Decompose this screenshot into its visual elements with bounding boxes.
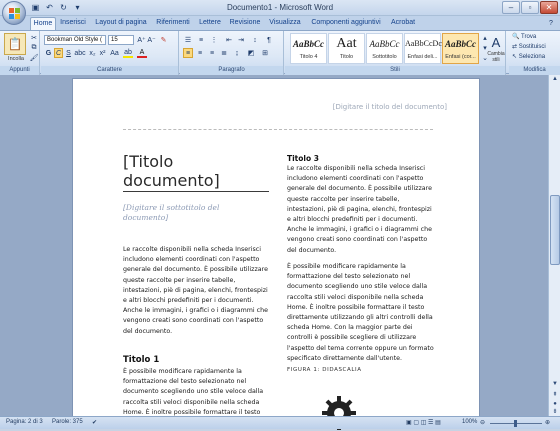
- font-size-field[interactable]: 15: [108, 35, 134, 45]
- status-bar: [0, 416, 560, 429]
- customize-qat-icon[interactable]: ▾: [75, 3, 80, 12]
- right-body-paragraph[interactable]: Le raccolte disponibili nella scheda Inserisci includono elementi coordinati con l'aspetto generale del documento. È possibile utilizzare queste raccolte per inserire tabelle, intestazioni, piè di pagina, elenchi, frontespizi e altri blocchi predefiniti per i documenti. Anche le immagini, i grafici o i diagrammi che vengono creati sono coordinati con l'aspetto del documento.: [287, 165, 432, 254]
- cut-icon[interactable]: ✂: [31, 35, 37, 42]
- heading-3[interactable]: Titolo 3: [287, 154, 319, 163]
- tab-mailings[interactable]: Lettere: [199, 19, 221, 26]
- increase-indent-icon[interactable]: ⇥: [238, 37, 244, 44]
- decrease-indent-icon[interactable]: ⇤: [226, 37, 232, 44]
- title-bar: [0, 0, 560, 16]
- document-subtitle[interactable]: [Digitare il sottotitolo del documento]: [123, 203, 220, 222]
- copy-icon[interactable]: ⧉: [31, 44, 37, 51]
- paste-label: Incolla: [8, 56, 24, 62]
- line-spacing-icon[interactable]: ↨: [235, 49, 239, 57]
- header-title-placeholder[interactable]: [Digitare il titolo del documento]: [332, 103, 447, 111]
- full-screen-view-icon[interactable]: ▢: [413, 420, 420, 426]
- change-styles-icon[interactable]: A: [491, 34, 501, 50]
- clipboard-group: [0, 31, 40, 75]
- view-buttons: [406, 419, 441, 426]
- superscript-icon[interactable]: x²: [99, 49, 106, 57]
- replace-button[interactable]: ⇄ Sostituisci: [512, 44, 546, 50]
- change-styles-label[interactable]: Cambia stili: [487, 51, 505, 63]
- styles-scroll-down-icon[interactable]: ▾: [483, 45, 487, 52]
- shrink-font-icon[interactable]: A⁻: [147, 37, 156, 44]
- paragraph-group: [180, 31, 284, 75]
- numbering-icon[interactable]: ≡: [198, 36, 204, 44]
- document-page[interactable]: [72, 78, 480, 428]
- bold-icon[interactable]: G: [45, 49, 52, 57]
- zoom-out-icon[interactable]: ⊖: [480, 420, 486, 426]
- italic-icon[interactable]: C: [55, 49, 62, 57]
- window-title: Documento1 - Microsoft Word: [226, 3, 334, 12]
- font-group-label: Carattere: [41, 66, 178, 75]
- highlight-icon[interactable]: ab: [123, 48, 133, 58]
- styles-scroll-up-icon[interactable]: ▴: [483, 35, 487, 42]
- show-formatting-icon[interactable]: ¶: [267, 36, 271, 44]
- clear-formatting-icon[interactable]: ✎: [160, 37, 167, 44]
- draft-view-icon[interactable]: ▤: [435, 420, 441, 426]
- find-button[interactable]: 🔍 Trova: [512, 34, 537, 40]
- tab-add-ins[interactable]: Componenti aggiuntivi: [311, 19, 381, 26]
- help-icon[interactable]: ?: [549, 19, 553, 27]
- ribbon-tabs: [0, 16, 560, 30]
- tab-home[interactable]: Home: [30, 17, 56, 30]
- next-page-icon[interactable]: ⇟: [552, 409, 558, 415]
- change-case-icon[interactable]: Aa: [110, 49, 119, 57]
- outline-view-icon[interactable]: ☰: [428, 420, 434, 426]
- zoom-slider-thumb[interactable]: [514, 420, 517, 427]
- replace-icon: ⇄: [512, 44, 518, 50]
- style-subtle-emphasis[interactable]: AaBbCcDc Enfasi deli...: [404, 33, 441, 64]
- document-workspace[interactable]: [0, 75, 548, 416]
- left-body-paragraph[interactable]: Le raccolte disponibili nella scheda Inserisci includono elementi coordinati con l'aspetto generale del documento. È possibile utilizzare queste raccolte per inserire tabelle, intestazioni, piè di pagina, elenchi, frontespizi e altri blocchi predefiniti per i documenti. Anche le immagini, i grafici o i diagrammi che vengono creati sono coordinati con l'aspetto del documento.: [123, 246, 268, 335]
- office-button[interactable]: [2, 1, 26, 25]
- zoom-level[interactable]: 100%: [462, 419, 478, 425]
- grow-font-icon[interactable]: A⁺: [137, 37, 146, 44]
- shading-icon[interactable]: ◩: [247, 50, 255, 57]
- style-subtitle[interactable]: AaBbCc Sottotitolo: [366, 33, 403, 64]
- figure-caption[interactable]: FIGURA 1: DIDASCALIA: [287, 367, 362, 373]
- select-browse-object-icon[interactable]: ●: [553, 401, 557, 407]
- web-layout-view-icon[interactable]: ◫: [420, 420, 427, 426]
- tab-acrobat[interactable]: Acrobat: [390, 19, 416, 26]
- select-button[interactable]: ↖ Seleziona: [512, 54, 546, 60]
- close-button[interactable]: ✕: [540, 1, 558, 14]
- styles-group-label: Stili: [285, 66, 505, 75]
- subscript-icon[interactable]: x₂: [89, 49, 96, 57]
- undo-icon[interactable]: ↶: [46, 3, 53, 12]
- align-left-icon[interactable]: ≡: [183, 48, 193, 58]
- ribbon: [0, 30, 560, 74]
- window-controls: [502, 1, 558, 14]
- format-painter-icon[interactable]: 🖌: [29, 55, 39, 62]
- tab-insert[interactable]: Inserisci: [60, 19, 86, 26]
- font-color-icon[interactable]: A: [137, 48, 147, 58]
- align-center-icon[interactable]: ≡: [197, 49, 203, 57]
- save-icon[interactable]: ▣: [31, 3, 40, 12]
- heading-1[interactable]: Titolo 1: [123, 355, 160, 365]
- styles-more-icon[interactable]: ⌄: [482, 55, 488, 62]
- styles-group: [285, 31, 506, 75]
- maximize-button[interactable]: ▫: [521, 1, 539, 14]
- paragraph-group-label: Paragrafo: [180, 66, 283, 75]
- tab-references[interactable]: Riferimenti: [156, 19, 190, 26]
- strikethrough-icon[interactable]: abc: [74, 49, 86, 57]
- print-layout-view-icon[interactable]: ▣: [406, 420, 412, 426]
- left-body-paragraph-2[interactable]: È possibile modificare rapidamente la formattazione del testo selezionato nel documento scegliendo uno stile veloce dalla raccolta stili veloci disponibile nella scheda Home. È inoltre possibile formattare il testo: [123, 368, 264, 416]
- editing-group: [509, 31, 560, 75]
- underline-icon[interactable]: S: [66, 49, 71, 57]
- tab-view[interactable]: Visualizza: [269, 19, 301, 26]
- document-title[interactable]: [Titolo documento]: [123, 152, 269, 192]
- tab-review[interactable]: Revisione: [229, 19, 261, 26]
- select-icon: ↖: [512, 54, 518, 60]
- page-indicator[interactable]: Pagina: 2 di 3: [6, 419, 43, 425]
- minimize-button[interactable]: –: [502, 1, 520, 14]
- scroll-down-icon[interactable]: ▼: [552, 381, 558, 387]
- style-heading4[interactable]: AaBbCc Titolo 4: [290, 33, 327, 64]
- bullets-icon[interactable]: ☰: [184, 37, 192, 44]
- font-group: [41, 31, 179, 75]
- multilevel-list-icon[interactable]: ⋮: [210, 37, 218, 44]
- style-title[interactable]: Aat Titolo: [328, 33, 365, 64]
- borders-icon[interactable]: ⊞: [262, 50, 268, 57]
- right-body-paragraph-2[interactable]: È possibile modificare rapidamente la formattazione del testo selezionato nel documento scegliendo uno stile veloce dalla raccolta stili veloci disponibile nella scheda Home. È inoltre possibile formattare il testo direttamente utilizzando gli altri controlli della scheda Home. Con la maggior parte dei controlli è possibile scegliere di utilizzare l'aspetto del tema corrente oppure un formato specificato direttamente dall'utente.: [287, 263, 434, 362]
- paste-icon[interactable]: 📋: [4, 33, 26, 55]
- change-styles-group: [484, 31, 508, 75]
- justify-icon[interactable]: ≣: [221, 50, 227, 57]
- clipboard-group-label: Appunti: [0, 66, 39, 75]
- vertical-scrollbar[interactable]: [548, 75, 560, 416]
- style-emphasis[interactable]: AaBbCc Enfasi (cor...: [442, 33, 479, 64]
- scrollbar-thumb[interactable]: [550, 195, 560, 265]
- redo-icon[interactable]: ↻: [60, 3, 67, 12]
- editing-group-label: Modifica: [509, 66, 560, 75]
- word-count[interactable]: Parole: 375: [52, 419, 83, 425]
- header-divider: [123, 129, 433, 130]
- tab-page-layout[interactable]: Layout di pagina: [95, 19, 147, 26]
- office-logo-icon: [9, 8, 20, 19]
- sort-icon[interactable]: ↕: [253, 36, 257, 44]
- previous-page-icon[interactable]: ⇞: [552, 392, 558, 398]
- zoom-in-icon[interactable]: ⊕: [545, 420, 551, 426]
- scroll-up-icon[interactable]: ▲: [552, 76, 558, 82]
- proofing-icon[interactable]: ✔: [92, 420, 98, 426]
- font-name-field[interactable]: Bookman Old Style (: [44, 35, 106, 45]
- find-icon: 🔍: [512, 34, 520, 40]
- align-right-icon[interactable]: ≡: [209, 49, 215, 57]
